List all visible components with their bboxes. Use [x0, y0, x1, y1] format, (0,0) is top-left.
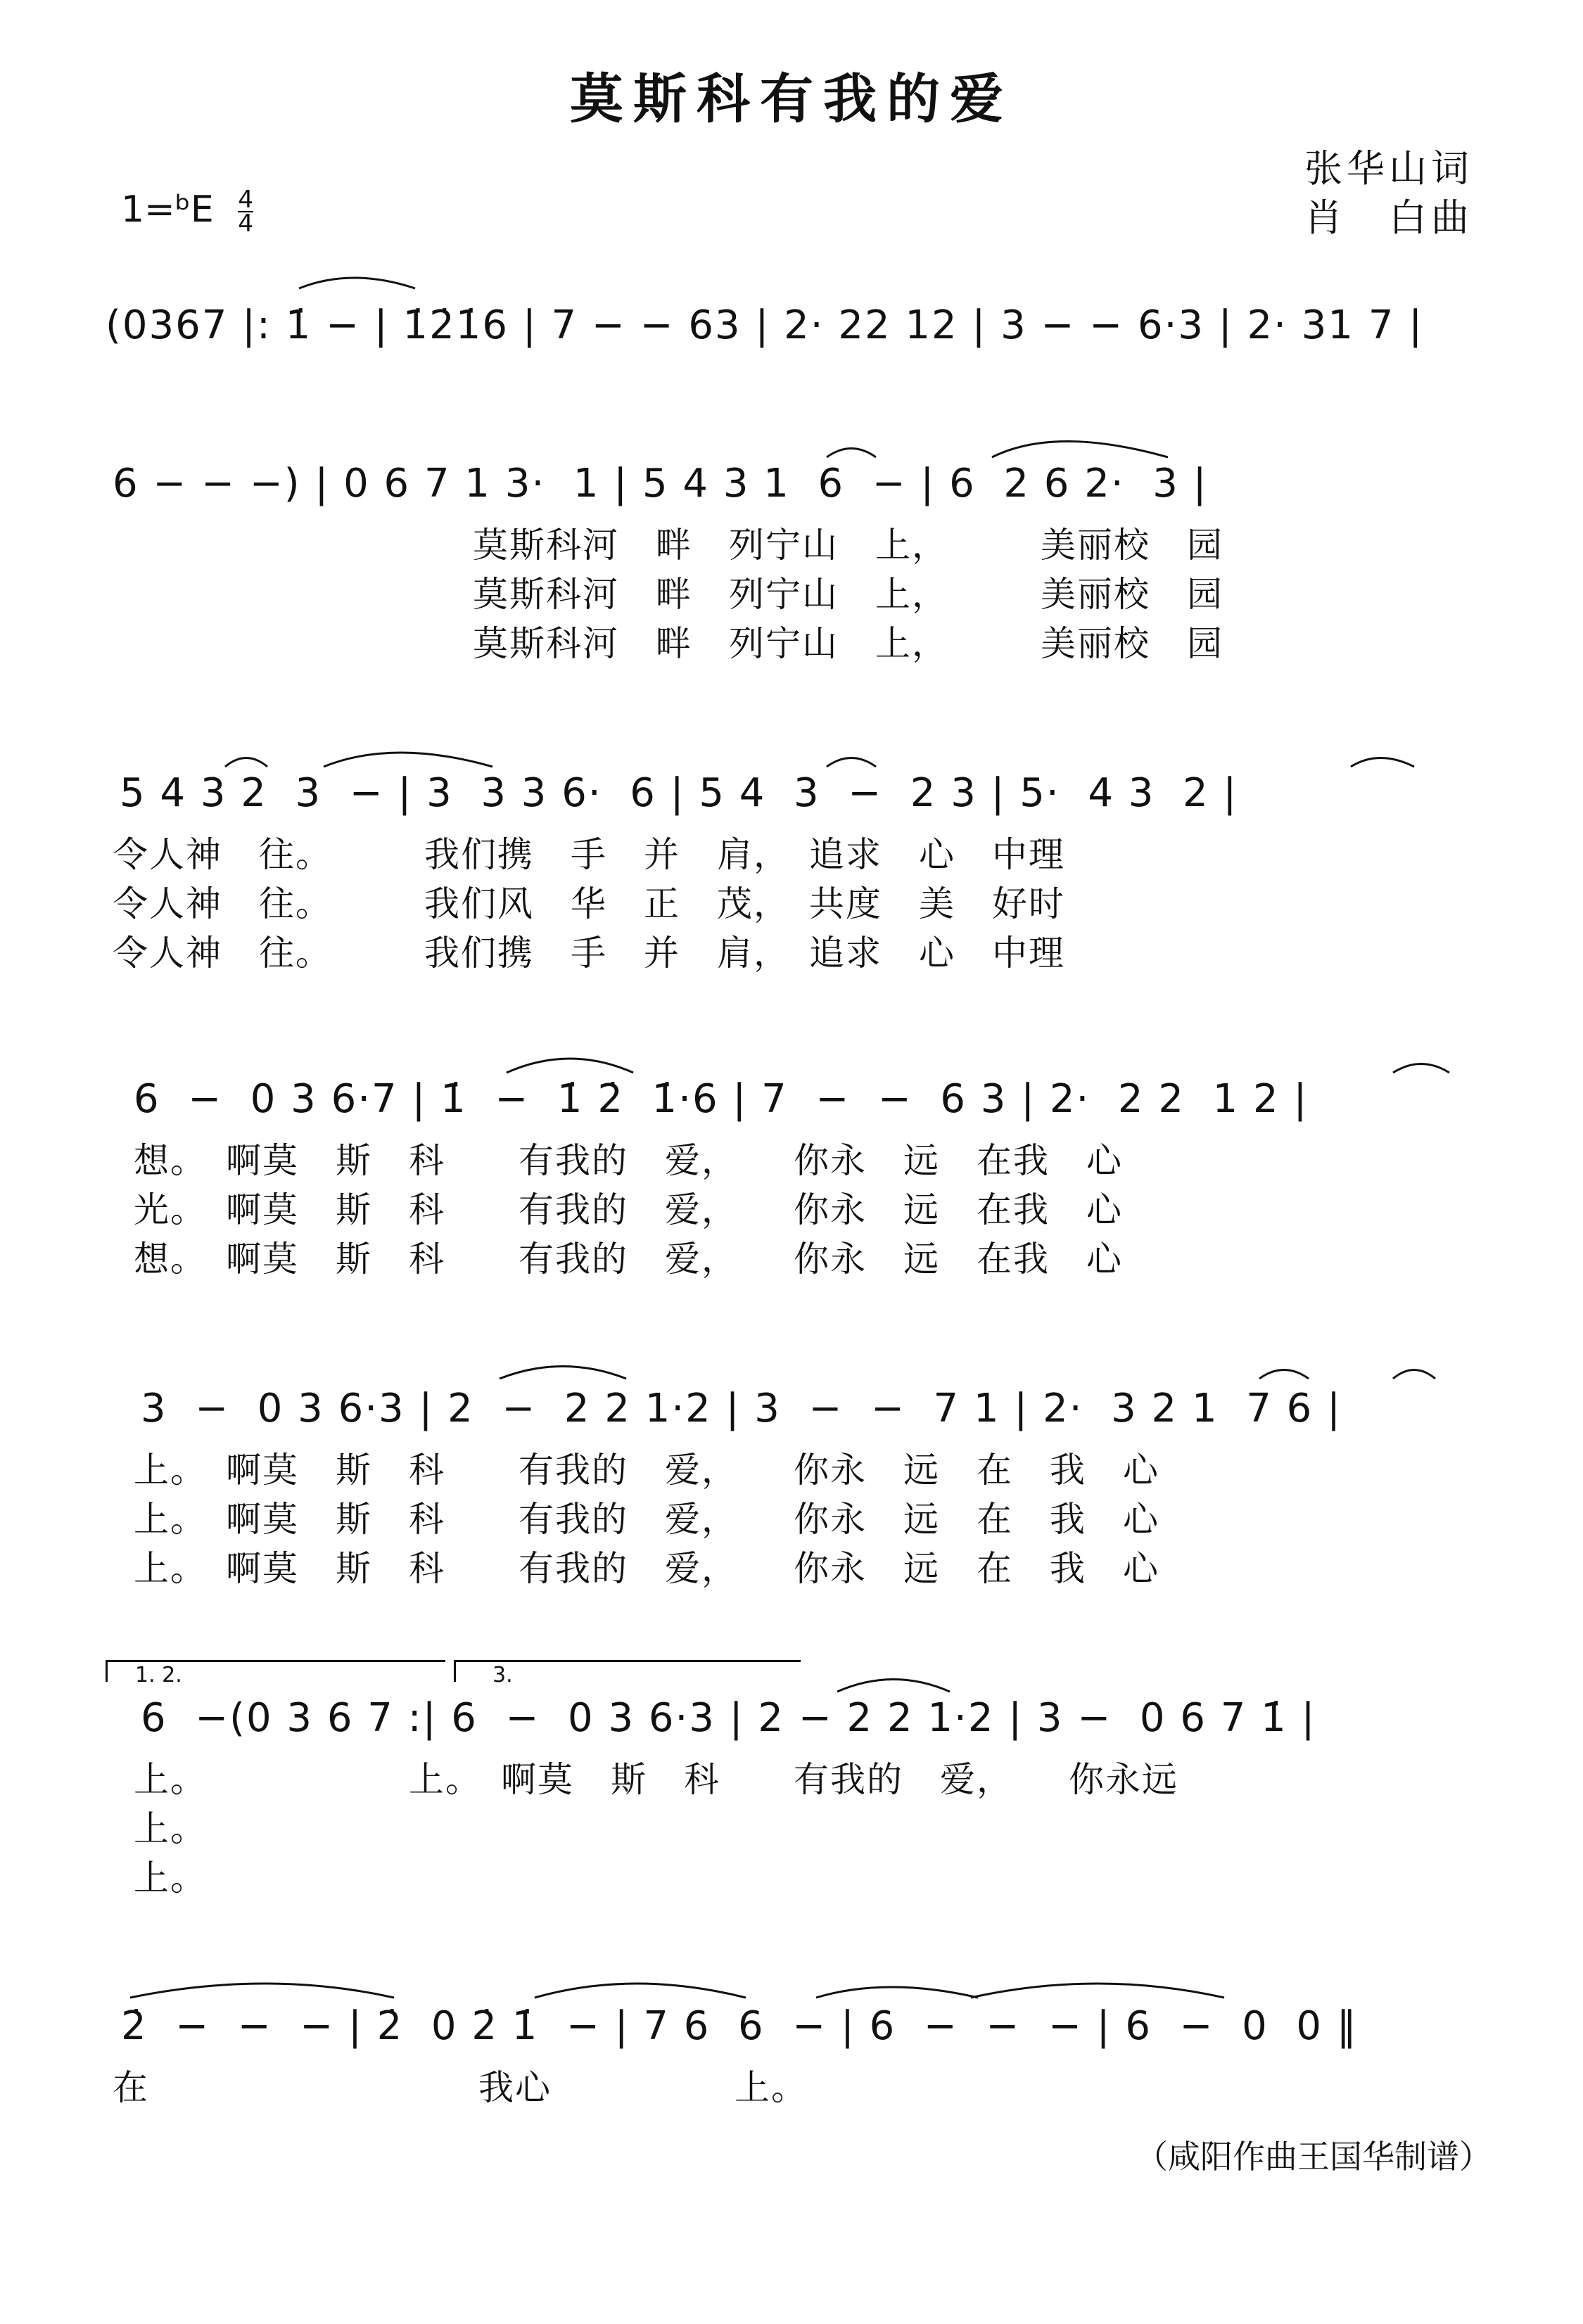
- slur: [500, 1367, 626, 1379]
- time-numerator: 4: [238, 186, 253, 214]
- system-7-notes: 2̇ − − − | 2̇ 0 2̇ 1̇ − | 7 6 6 − | 6 − − − | 6 − 0 0 ‖: [121, 2003, 1358, 2049]
- slur: [827, 449, 876, 458]
- system-2-lyric-1: 莫斯科河 畔 列宁山 上， 美丽校 园: [473, 525, 1223, 566]
- system-2-lyric-3: 莫斯科河 畔 列宁山 上， 美丽校 园: [473, 623, 1223, 664]
- slur: [507, 1059, 633, 1073]
- system-2-notes: 6 − − −) | 0 6 7 1 3· 1 | 5 4 3 1 6 − | 6 2 6 2· 3 |: [113, 461, 1208, 506]
- volta-label-2: 3.: [492, 1663, 513, 1687]
- slur: [971, 1984, 1224, 1998]
- system-4-notes: 6 − 0 3 6·7 | 1̇ − 1̇ 2̇ 1̇·6 | 7 − − 6 3 | 2· 2 2 1 2 |: [134, 1076, 1309, 1122]
- system-4-lyric-1: 想。 啊莫 斯 科 有我的 爱， 你永 远 在我 心: [134, 1140, 1123, 1181]
- slur: [992, 442, 1168, 458]
- slur: [535, 1984, 746, 1998]
- slur: [130, 1984, 394, 1998]
- slur: [1351, 758, 1414, 767]
- system-6-notes: 6 −(0 3 6 7 :| 6 − 0 3 6·3 | 2 − 2 2 1·2 | 3 − 0 6 7 1̇ |: [141, 1695, 1316, 1741]
- system-4-lyric-2: 光。 啊莫 斯 科 有我的 爱， 你永 远 在我 心: [134, 1189, 1123, 1230]
- system-1-notes: (0367 |: 1̇ − | 1̇2̇1̇6 | 7 − − 63 | 2· 22 12 | 3 − − 6·3 | 2· 31 7 |: [106, 302, 1424, 348]
- slur: [1393, 1064, 1449, 1073]
- slur: [837, 1680, 950, 1692]
- system-3-notes: 5 4 3 2 3 − | 3 3 3 6· 6 | 5 4 3 − 2 3 | 5· 4 3 2 |: [120, 770, 1238, 816]
- system-5-notes: 3 − 0 3 6·3 | 2 − 2 2 1·2 | 3 − − 7 1 | 2· 3 2 1 7 6 |: [141, 1386, 1342, 1431]
- slur: [1259, 1370, 1309, 1379]
- system-5-lyric-3: 上。 啊莫 斯 科 有我的 爱， 你永 远 在 我 心: [134, 1548, 1159, 1589]
- slur: [1393, 1370, 1435, 1379]
- system-6-lyric-3: 上。: [134, 1858, 207, 1898]
- system-3-lyric-1: 令人神 往。 我们携 手 并 肩， 追求 心 中理: [113, 834, 1065, 875]
- system-3-lyric-3: 令人神 往。 我们携 手 并 肩， 追求 心 中理: [113, 933, 1065, 973]
- system-5-lyric-2: 上。 啊莫 斯 科 有我的 爱， 你永 远 在 我 心: [134, 1499, 1159, 1540]
- slur: [827, 758, 876, 767]
- slur: [225, 758, 267, 767]
- time-denominator: 4: [238, 210, 253, 238]
- slur: [299, 278, 415, 288]
- system-4-lyric-3: 想。 啊莫 斯 科 有我的 爱， 你永 远 在我 心: [134, 1239, 1123, 1279]
- system-5-lyric-1: 上。 啊莫 斯 科 有我的 爱， 你永 远 在 我 心: [134, 1450, 1159, 1490]
- key: 1=ᵇE: [121, 189, 214, 231]
- system-7-lyric-1: 在 我心 上。: [113, 2067, 808, 2108]
- system-2-lyric-2: 莫斯科河 畔 列宁山 上， 美丽校 园: [473, 574, 1223, 615]
- slur: [816, 1987, 978, 1998]
- system-6-lyric-2: 上。: [134, 1808, 207, 1849]
- system-6-lyric-1: 上。 上。 啊莫 斯 科 有我的 爱， 你永远: [134, 1759, 1178, 1800]
- composer: 肖 白曲: [1304, 196, 1473, 240]
- volta-label-1: 1. 2.: [135, 1663, 182, 1687]
- system-3-lyric-2: 令人神 往。 我们风 华 正 茂， 共度 美 好时: [113, 883, 1065, 924]
- song-title: 莫斯科有我的爱: [570, 68, 1013, 130]
- lyricist: 张华山词: [1304, 146, 1473, 191]
- slur: [324, 753, 492, 767]
- transcriber-credit: （咸阳作曲王国华制谱）: [1136, 2138, 1492, 2176]
